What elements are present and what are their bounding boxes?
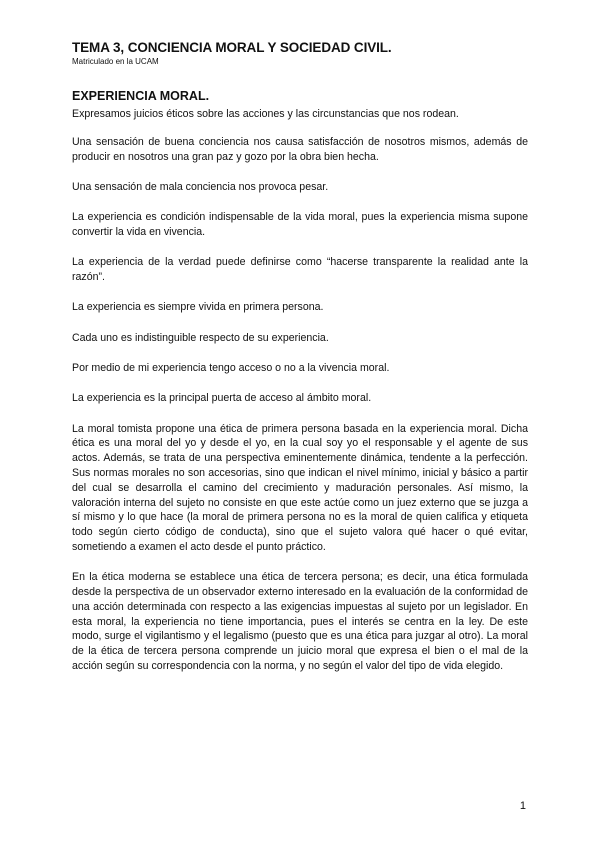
paragraph: Cada uno es indistinguible respecto de su experiencia. bbox=[72, 331, 329, 344]
paragraph: La experiencia de la verdad puede definirse como “hacerse transparente la realidad ante la razón”. bbox=[72, 256, 528, 284]
paragraph: La experiencia es condición indispensable de la vida moral, pues la experiencia misma supone convertir la vida en vivencia. bbox=[72, 211, 528, 238]
paragraph: En la ética moderna se establece una ética de tercera persona; es decir, una ética formulada desde la perspectiva de un observador externo interesado en la evaluación de la conformidad de una acción determinada con respecto a las exigencias impuestas al sujeto por un legislador. En esta moral, la experiencia no tiene importancia, pues el interés se centra en la ley. De este modo, surge el vigilantismo y el legalismo (puesto que es una ética para juzgar al otro). La moral de la ética de tercera persona comprende un juicio moral que expresa el bien o el mal de la acción según su correspondencia con la norma, y no según el valor del tipo de vida elegido. bbox=[72, 571, 528, 673]
document-page bbox=[72, 40, 528, 689]
paragraph: Una sensación de buena conciencia nos causa satisfacción de nosotros mismos, además de producir en nosotros una gran paz y gozo por la obra bien hecha. bbox=[72, 135, 528, 163]
paragraph: La experiencia es la principal puerta de acceso al ámbito moral. bbox=[72, 392, 372, 405]
paragraph: Expresamos juicios éticos sobre las acciones y las circunstancias que nos rodean. bbox=[72, 108, 459, 120]
paragraph: Una sensación de mala conciencia nos provoca pesar. bbox=[72, 180, 329, 193]
document-subtitle: Matriculado en la UCAM bbox=[72, 57, 159, 66]
page-number: 1 bbox=[519, 800, 526, 812]
document-title: TEMA 3, CONCIENCIA MORAL Y SOCIEDAD CIVIL. bbox=[72, 40, 392, 55]
paragraph: La moral tomista propone una ética de primera persona basada en la experiencia moral. Dicha ética es una moral del yo y desde el yo, en la cual soy yo el responsable y el agente de sus actos. Además, se trata de una perspectiva eminentemente dinámica, tendente a la perfección. Sus normas morales no son accesorias, sino que indican el nivel mínimo, inicial y básico a partir del cual se desarrolla el camino del crecimiento y maduración personales. Así mismo, la valoración interna del sujeto no consiste en que este actúe como un juez externo que se juzga a sí mismo y lo que hace (la moral de primera persona no es la moral de quien califica y etiqueta todo según cierto código de conducta), sino que el sujeto valora qué hacer o qué evitar, sometiendo a examen el acto desde el punto práctico. bbox=[72, 422, 528, 553]
section-heading: EXPERIENCIA MORAL. bbox=[72, 89, 210, 103]
paragraph: La experiencia es siempre vivida en primera persona. bbox=[72, 301, 324, 314]
paragraph: Por medio de mi experiencia tengo acceso o no a la vivencia moral. bbox=[72, 361, 390, 374]
